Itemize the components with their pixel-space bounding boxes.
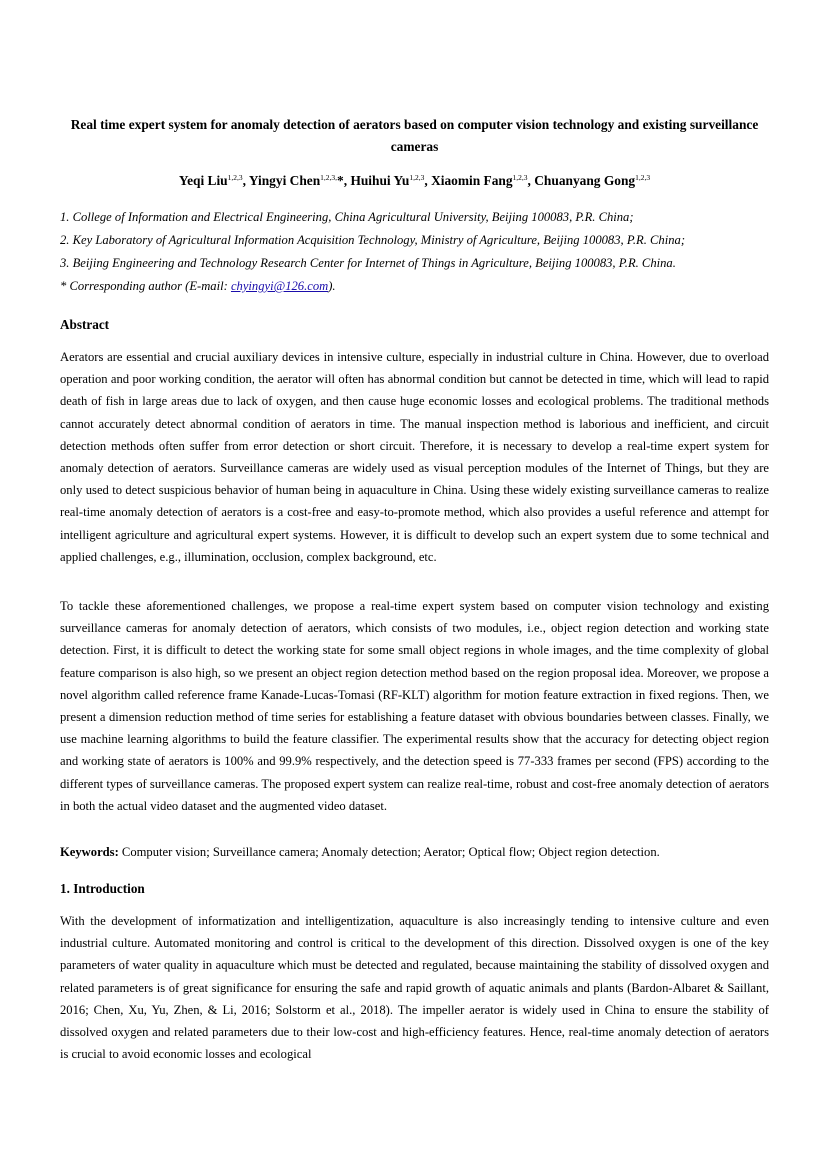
author-separator: , <box>242 173 249 188</box>
affiliation-2: 2. Key Laboratory of Agricultural Information Acquisition Technology, Ministry of Agriculture, Beijing 100083, P.R. China; <box>60 233 686 247</box>
keywords <box>60 841 769 863</box>
author-name: Yeqi Liu <box>178 173 228 188</box>
abstract-heading: Abstract <box>60 317 110 332</box>
author-affiliation-sup: 1,2,3 <box>227 173 243 182</box>
author-name: Huihui Yu <box>350 173 410 188</box>
corresponding-author <box>60 275 769 298</box>
author-separator: , <box>424 173 432 188</box>
author-name: Chuanyang Gong <box>534 173 636 188</box>
corresponding-prefix: * Corresponding author (E-mail: <box>60 279 231 293</box>
corresponding-suffix: ). <box>328 279 336 293</box>
paper-title: Real time expert system for anomaly detection of aerators based on computer vision technology and existing surveillance cameras <box>70 117 759 154</box>
email-link[interactable]: chyingyi@126.com <box>230 279 329 293</box>
author-affiliation-sup: 1,2,3 <box>512 173 528 182</box>
author-separator: , <box>527 173 535 188</box>
author-affiliation-sup: 1,2,3 <box>409 173 425 182</box>
author-separator: , <box>343 173 351 188</box>
author-name: Xiaomin Fang <box>431 173 513 188</box>
author-name: Yingyi Chen <box>248 173 321 188</box>
affiliation-1: 1. College of Information and Electrical Engineering, China Agricultural University, Beijing 100083, P.R. China; <box>60 210 634 224</box>
introduction-paragraph: With the development of informatization and intelligentization, aquaculture is also increasingly tending to intensive culture and even industrial culture. Automated monitoring and control is critical to the development of this direction. Dissolved oxygen is one of the key parameters of water quality in aquaculture which must be detected and regulated, because maintaining the stability of dissolved oxygen and related parameters is of great significance for ensuring the safe and rapid growth of aquatic animals and plants (Bardon-Albaret & Saillant, 2016; Chen, Xu, Yu, Zhen, & Li, 2016; Solstorm et al., 2018). The impeller aerator is widely used in China to ensure the stability of dissolved oxygen and related parameters due to their low-cost and high-efficiency features. Hence, real-time anomaly detection of aerators is crucial to avoid economic losses and ecological <box>60 914 769 1062</box>
author-affiliation-sup: 1,2,3, <box>320 173 338 182</box>
introduction-heading: 1. Introduction <box>60 881 145 896</box>
abstract-paragraph-2: To tackle these aforementioned challenges, we propose a real-time expert system based on computer vision technology and existing surveillance cameras for anomaly detection of aerators, which consists of two modules, i.e., object region detection and working state detection. First, it is difficult to detect the working state for some small object regions in whole images, and the time complexity of global feature comparison is also high, so we present an object region detection method based on the region proposal idea. Moreover, we propose a novel algorithm called reference frame Kanade-Lucas-Tomasi (RF-KLT) algorithm for motion feature extraction in fixed regions. Then, we present a dimension reduction method of time series for establishing a feature dataset with obvious boundaries between classes. Finally, we use machine learning algorithms to build the feature classifier. The experimental results show that the accuracy for detecting object region and working state of aerators is 100% and 99.9% respectively, and the detection speed is 77-333 frames per second (FPS) according to the different types of surveillance cameras. The proposed expert system can realize real-time, robust and cost-free anomaly detection of aerators in both the actual video dataset and the augmented video dataset. <box>60 599 769 813</box>
author-line <box>60 170 769 192</box>
abstract-paragraph-1: Aerators are essential and crucial auxiliary devices in intensive culture, especially in industrial culture in China. However, due to overload operation and poor working condition, the aerator will often has abnormal condition but cannot be detected in time, which will lead to rapid death of fish in large areas due to lack of oxygen, and then cause huge economic losses and ecological problems. The traditional methods cannot accurately detect abnormal condition of aerators in time. The manual inspection method is laborious and inefficient, and circuit detection methods often suffer from error detection or short circuit. Therefore, it is necessary to develop a real-time expert system for anomaly detection of aerators. Surveillance cameras are widely used as visual perception modules of the Internet of Things, but they are only used to detect suspicious behavior of human being in aquaculture in China. Using these widely existing surveillance cameras to realize real-time anomaly detection of aerators is a cost-free and easy-to-promote method, which also provides a useful reference and attempt for intelligent agriculture and agricultural expert systems. However, it is difficult to develop such an expert system due to some technical and applied challenges, e.g., illumination, occlusion, complex background, etc. <box>60 350 769 564</box>
author-affiliation-sup: 1,2,3 <box>635 173 651 182</box>
affiliation-3: 3. Beijing Engineering and Technology Research Center for Internet of Things in Agriculture, Beijing 100083, P.R. China. <box>60 256 676 270</box>
corresponding-mark: * <box>337 173 344 188</box>
affiliations <box>60 206 769 298</box>
keywords-text: Computer vision; Surveillance camera; Anomaly detection; Aerator; Optical flow; Object region detection. <box>118 845 660 859</box>
keywords-label: Keywords: <box>60 845 119 859</box>
